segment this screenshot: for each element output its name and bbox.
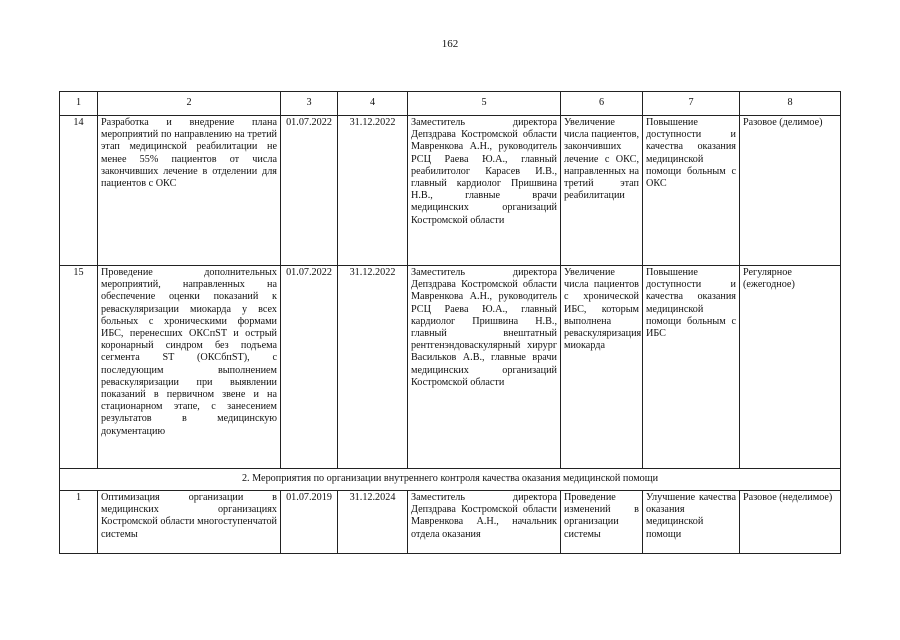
- start-date-cell: 01.07.2022: [281, 116, 338, 266]
- end-date-cell: 31.12.2024: [338, 491, 408, 554]
- responsible-cell: Заместитель директора Депздрава Костромской области Мавренкова А.Н., руководитель РСЦ Раева Ю.А., главный кардиолог Пришвина Н.В., главный внештатный рентгенэндоваскулярный хирург Васильков А.В., главные врачи медицинских организаций Костромской области: [408, 266, 561, 469]
- row-number: 14: [60, 116, 98, 266]
- section-heading-row: [60, 469, 841, 491]
- column-header: 1: [60, 92, 98, 116]
- result-cell: Увеличение числа пациентов с хронической ИБС, которым выполнена реваскуляризация миокарда: [561, 266, 643, 469]
- row-number: 1: [60, 491, 98, 554]
- row-number: 15: [60, 266, 98, 469]
- result-cell: Проведение изменений в организации системы: [561, 491, 643, 554]
- activity-cell: Оптимизация организации в медицинских организациях Костромской области многоступенчатой системы: [98, 491, 281, 554]
- activity-cell: Проведение дополнительных мероприятий, направленных на обеспечение оценки показаний к реваскуляризации миокарда у всех больных с хроническими формами ИБС, перенесших ОКСпST и острый коронарный синдром без подъема сегмента ST (ОКСбпST), с последующим выполнением реваскуляризации при выявлении показаний в первичном звене и на стационарном этапе, с занесением результатов в медицинскую документацию: [98, 266, 281, 469]
- column-header: 7: [643, 92, 740, 116]
- section-title: 2. Мероприятия по организации внутреннего контроля качества оказания медицинской помощи: [60, 469, 841, 491]
- type-cell: Разовое (неделимое): [740, 491, 841, 554]
- column-header: 5: [408, 92, 561, 116]
- table-row: [60, 266, 841, 469]
- column-header: 8: [740, 92, 841, 116]
- responsible-cell: Заместитель директора Депздрава Костромской области Мавренкова А.Н., начальник отдела оказания: [408, 491, 561, 554]
- column-header: 2: [98, 92, 281, 116]
- column-number-header: [60, 92, 841, 116]
- type-cell: Регулярное (ежегодное): [740, 266, 841, 469]
- activity-cell: Разработка и внедрение плана мероприятий по направлению на третий этап медицинской реабилитации не менее 55% пациентов от числа закончивших лечение в отделении для пациентов с ОКС: [98, 116, 281, 266]
- end-date-cell: 31.12.2022: [338, 266, 408, 469]
- end-date-cell: 31.12.2022: [338, 116, 408, 266]
- indicator-cell: Повышение доступности и качества оказания медицинской помощи больным с ОКС: [643, 116, 740, 266]
- indicator-cell: Повышение доступности и качества оказания медицинской помощи больным с ИБС: [643, 266, 740, 469]
- column-header: 6: [561, 92, 643, 116]
- column-header: 4: [338, 92, 408, 116]
- page-number: 162: [441, 38, 459, 50]
- indicator-cell: Улучшение качества оказания медицинской помощи: [643, 491, 740, 554]
- column-header: 3: [281, 92, 338, 116]
- result-cell: Увеличение числа пациентов, закончивших лечение с ОКС, направленных на третий этап реабилитации: [561, 116, 643, 266]
- activities-table: [59, 91, 841, 554]
- responsible-cell: Заместитель директора Депздрава Костромской области Мавренкова А.Н., руководитель РСЦ Раева Ю.А., главный реабилитолог Карасев И.В., главный кардиолог Пришвина Н.В., главные врачи медицинских организаций Костромской области: [408, 116, 561, 266]
- table-row: [60, 116, 841, 266]
- table-row: [60, 491, 841, 554]
- type-cell: Разовое (делимое): [740, 116, 841, 266]
- start-date-cell: 01.07.2022: [281, 266, 338, 469]
- start-date-cell: 01.07.2019: [281, 491, 338, 554]
